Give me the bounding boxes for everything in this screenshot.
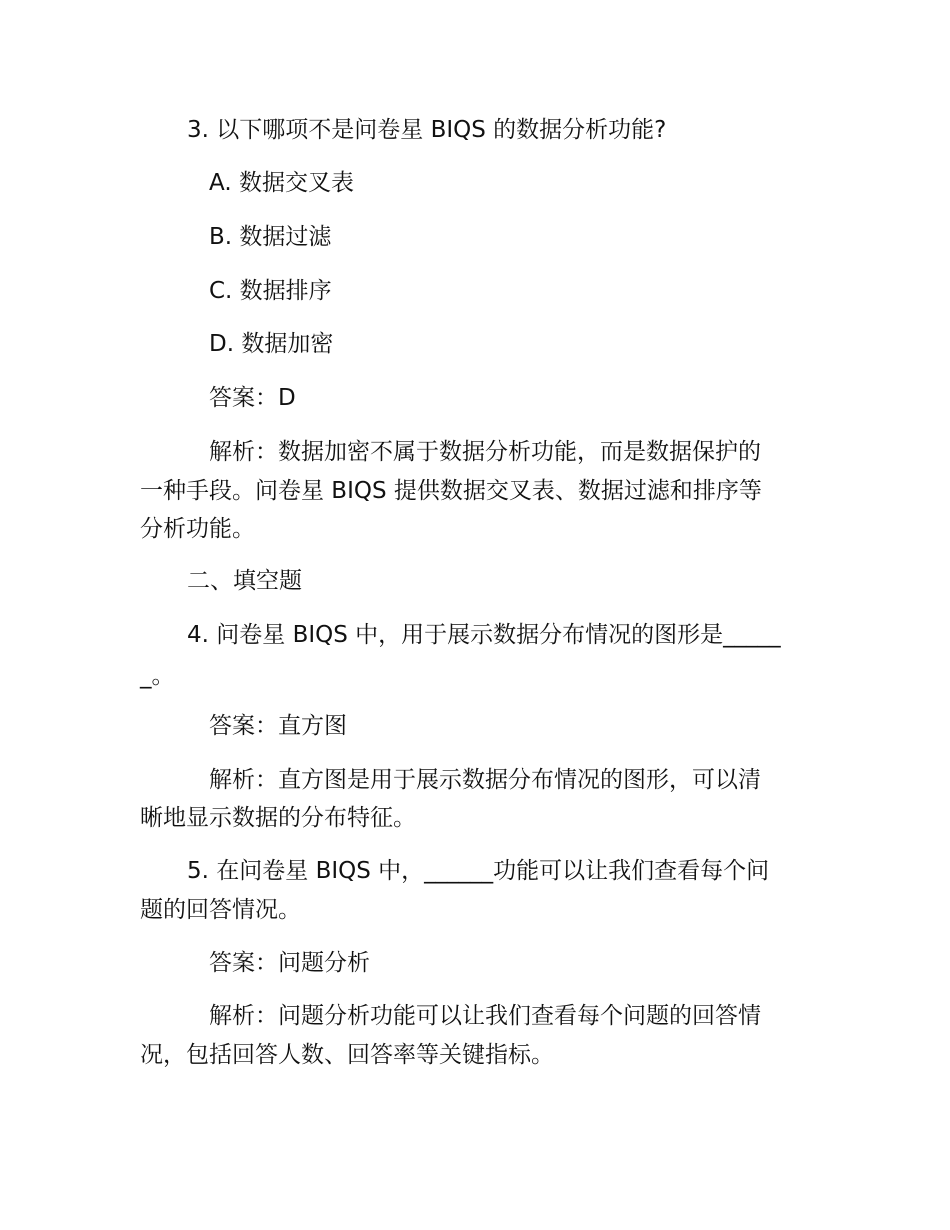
q3-answer: 答案：D: [209, 385, 296, 411]
section-title: 二、填空题: [187, 568, 302, 594]
question-3: 3. 以下哪项不是问卷星 BIQS 的数据分析功能?: [187, 117, 667, 143]
q3-option-b: B. 数据过滤: [209, 224, 332, 250]
q3-option-a: A. 数据交叉表: [209, 170, 354, 196]
question-4-line-1: 4. 问卷星 BIQS 中，用于展示数据分布情况的图形是_____: [187, 622, 781, 648]
q3-analysis-line-1: 解析：数据加密不属于数据分析功能，而是数据保护的: [209, 439, 761, 465]
q5-analysis-line-1: 解析：问题分析功能可以让我们查看每个问题的回答情: [209, 1003, 761, 1029]
q4-analysis-line-2: 晰地显示数据的分布特征。: [140, 805, 416, 831]
question-4-line-2: _。: [140, 663, 175, 689]
q4-answer: 答案：直方图: [209, 713, 347, 739]
q3-analysis-line-3: 分析功能。: [140, 516, 255, 542]
question-5-line-1: 5. 在问卷星 BIQS 中，______功能可以让我们查看每个问: [187, 858, 770, 884]
q5-answer: 答案：问题分析: [209, 950, 370, 976]
q3-analysis-line-2: 一种手段。问卷星 BIQS 提供数据交叉表、数据过滤和排序等: [140, 478, 762, 504]
q3-option-d: D. 数据加密: [209, 331, 334, 357]
question-5-line-2: 题的回答情况。: [140, 897, 301, 923]
q3-option-c: C. 数据排序: [209, 278, 332, 304]
q5-analysis-line-2: 况，包括回答人数、回答率等关键指标。: [140, 1042, 554, 1068]
q4-analysis-line-1: 解析：直方图是用于展示数据分布情况的图形，可以清: [209, 767, 761, 793]
